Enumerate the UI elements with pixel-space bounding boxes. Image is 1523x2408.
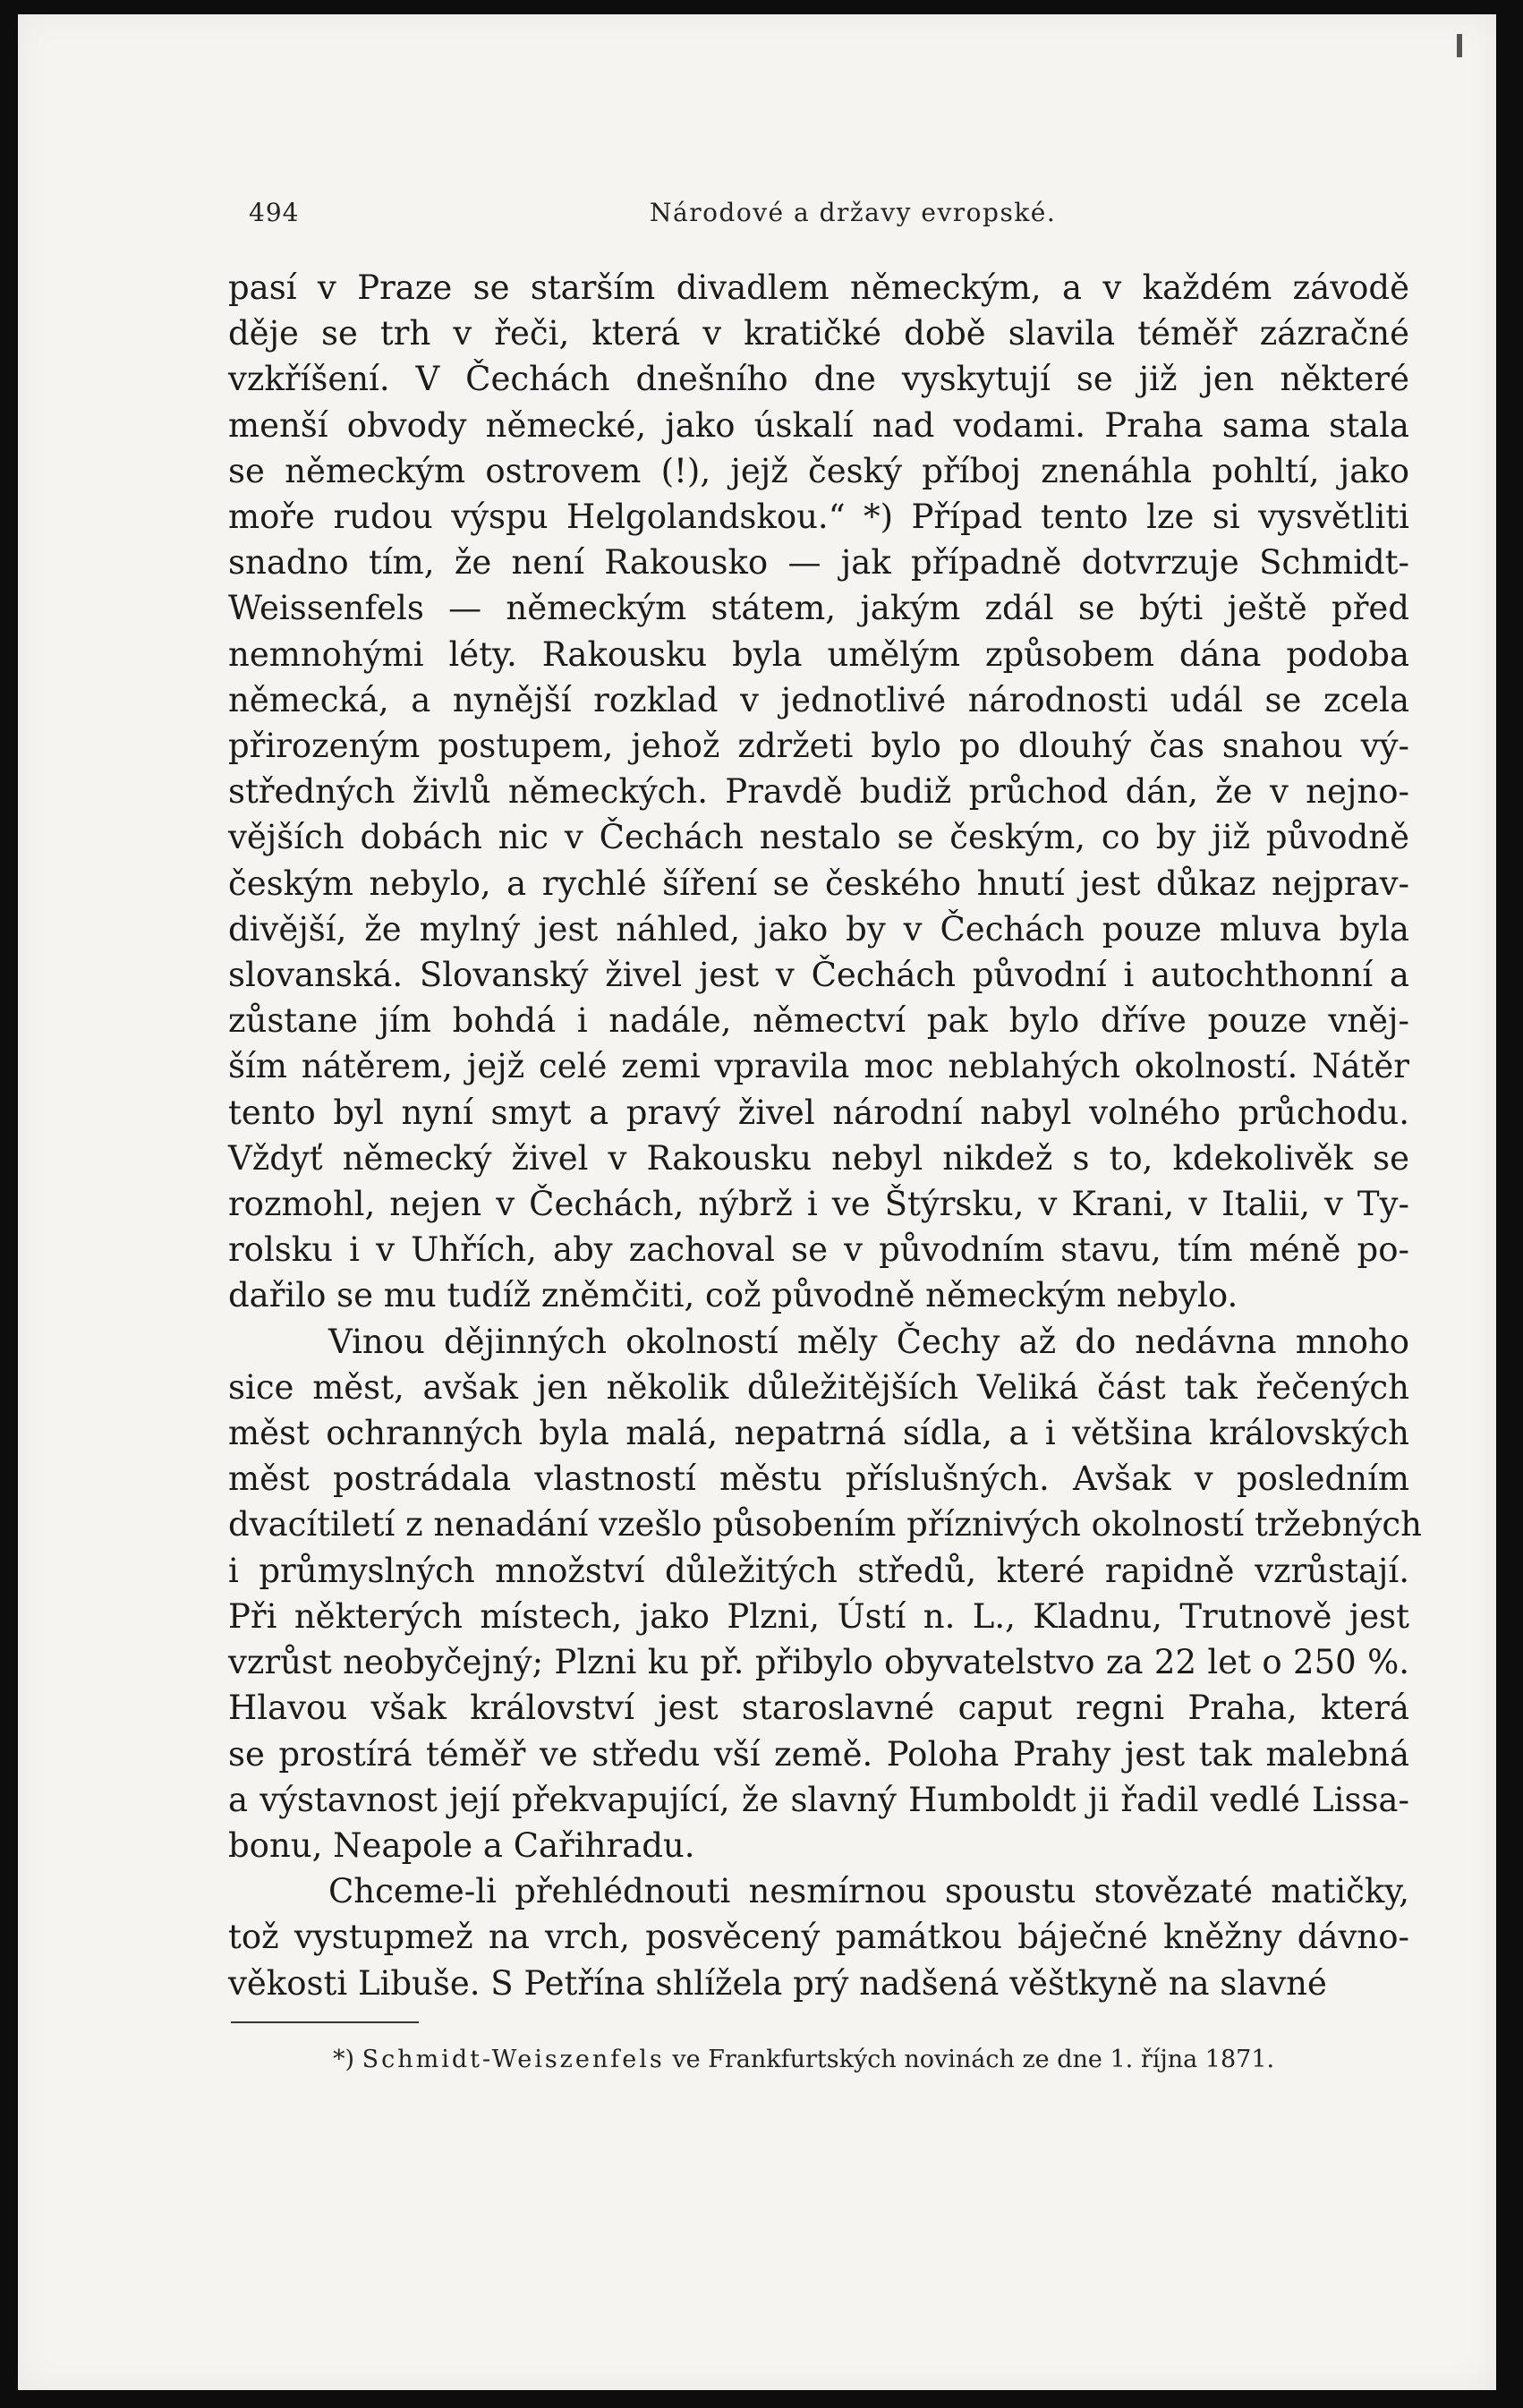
text-line: vzkříšení. V Čechách dnešního dne vyskytují se již jen některé <box>228 360 1409 399</box>
text-line: Chceme-li přehlédnouti nesmírnou spoustu stovězaté matičky, <box>328 1872 1409 1911</box>
text-line: německá, a nynější rozklad v jednotlivé národnosti udál se zcela <box>228 680 1409 719</box>
text-line: divější, že mylný jest náhled, jako by v Čechách pouze mluva byla <box>228 909 1409 949</box>
text-line: se německým ostrovem (!), jejž český příboj znenáhla pohltí, jako <box>228 451 1409 490</box>
footnote-marker: *) <box>333 2046 355 2073</box>
text-line: věkosti Libuše. S Petřína shlížela prý nadšená věštkyně na slavné <box>228 1963 1327 2003</box>
text-line: sice měst, avšak jen několik důležitějších Veliká část tak řečených <box>228 1367 1409 1407</box>
running-title: Národové a državy evropské. <box>650 198 1057 227</box>
page-number: 494 <box>249 198 300 227</box>
text-line: vzrůst neobyčejný; Plzni ku př. přibylo obyvatelstvo za 22 let o 250 %. <box>228 1643 1409 1682</box>
text-line: i průmyslných množství důležitých středů, které rapidně vzrůstají. <box>228 1551 1409 1590</box>
text-line: a výstavnost její překvapující, že slavný Humboldt ji řadil vedlé Lissa- <box>228 1780 1409 1819</box>
body-text <box>228 265 1422 2006</box>
text-line: děje se trh v řeči, která v kratičké době slavila téměř zázračné <box>228 314 1409 353</box>
footnote-author: Schmidt-Weiszenfels <box>362 2046 665 2073</box>
text-line: pasí v Praze se starším divadlem německým, a v každém závodě <box>228 268 1409 307</box>
text-line: Hlavou však království jest staroslavné caput regni Praha, která <box>228 1689 1409 1728</box>
text-line: Vždyť německý živel v Rakousku nebyl nikdež s to, kdekolivěk se <box>228 1138 1409 1178</box>
footnote-rule <box>231 2021 419 2023</box>
paragraph <box>228 1319 1422 1868</box>
text-line: rolsku i v Uhřích, aby zachoval se v původním stavu, tím méně po- <box>228 1230 1409 1270</box>
text-line: snadno tím, že není Rakousko — jak případně dotvrzuje Schmidt- <box>228 543 1409 583</box>
text-line: bonu, Neapole a Cařihradu. <box>228 1825 695 1865</box>
text-line: Weissenfels — německým státem, jakým zdál se býti ještě před <box>228 589 1409 628</box>
text-line: tento byl nyní smyt a pravý živel národní nabyl volného průchodu. <box>228 1093 1409 1132</box>
text-line: dařilo se mu tudíž zněmčiti, což původně německým nebylo. <box>228 1276 1238 1315</box>
text-line: přirozeným postupem, jehož zdržeti bylo po dlouhý čas snahou vý- <box>228 727 1409 766</box>
text-line: se prostírá téměř ve středu vší země. Poloha Prahy jest tak malebná <box>228 1734 1409 1774</box>
text-line: rozmohl, nejen v Čechách, nýbrž i ve Štýrsku, v Krani, v Italii, v Ty- <box>228 1185 1409 1224</box>
text-line: středných živlů německých. Pravdě budiž průchod dán, že v nejno- <box>228 772 1409 812</box>
text-line: vějších dobách nic v Čechách nestalo se českým, co by již původně <box>228 818 1409 857</box>
text-line: nemnohými léty. Rakousku byla umělým způsobem dána podoba <box>228 634 1409 674</box>
footnote-text: ve Frankfurtských novinách ze dne 1. října 1871. <box>672 2046 1275 2073</box>
paragraph <box>228 265 1409 1319</box>
text-line: menší obvody německé, jako úskalí nad vodami. Praha sama stala <box>228 405 1409 445</box>
text-line: Při některých místech, jako Plzni, Ústí n. L., Kladnu, Trutnově jest <box>228 1596 1409 1636</box>
text-line: dvacítiletí z nenadání vzešlo působením příznivých okolností tržebných <box>228 1505 1422 1544</box>
text-line: moře rudou výspu Helgolandskou.“ *) Případ tento lze si vysvětliti <box>228 498 1409 537</box>
footnote <box>333 2046 1274 2073</box>
text-line: Vinou dějinných okolností měly Čechy až do nedávna mnoho <box>328 1322 1409 1361</box>
running-header <box>249 198 1412 234</box>
text-line: českým nebylo, a rychlé šíření se českého hnutí jest důkaz nejprav- <box>228 864 1409 903</box>
text-line: měst ochranných byla malá, nepatrná sídla, a i většina královských <box>228 1414 1409 1453</box>
text-line: ším nátěrem, jejž celé zemi vpravila moc neblahých okolností. Nátěr <box>228 1047 1409 1086</box>
text-line: slovanská. Slovanský živel jest v Čechách původní i autochthonní a <box>228 956 1409 995</box>
text-line: zůstane jím bohdá i nadále, němectví pak bylo dříve pouze vněj- <box>228 1001 1409 1041</box>
paragraph <box>228 1868 1409 2006</box>
page-edge-mark <box>1457 34 1462 57</box>
text-line: měst postrádala vlastností městu příslušných. Avšak v posledním <box>228 1459 1409 1499</box>
text-line: tož vystupmež na vrch, posvěcený památkou báječné kněžny dávno- <box>228 1918 1409 1957</box>
